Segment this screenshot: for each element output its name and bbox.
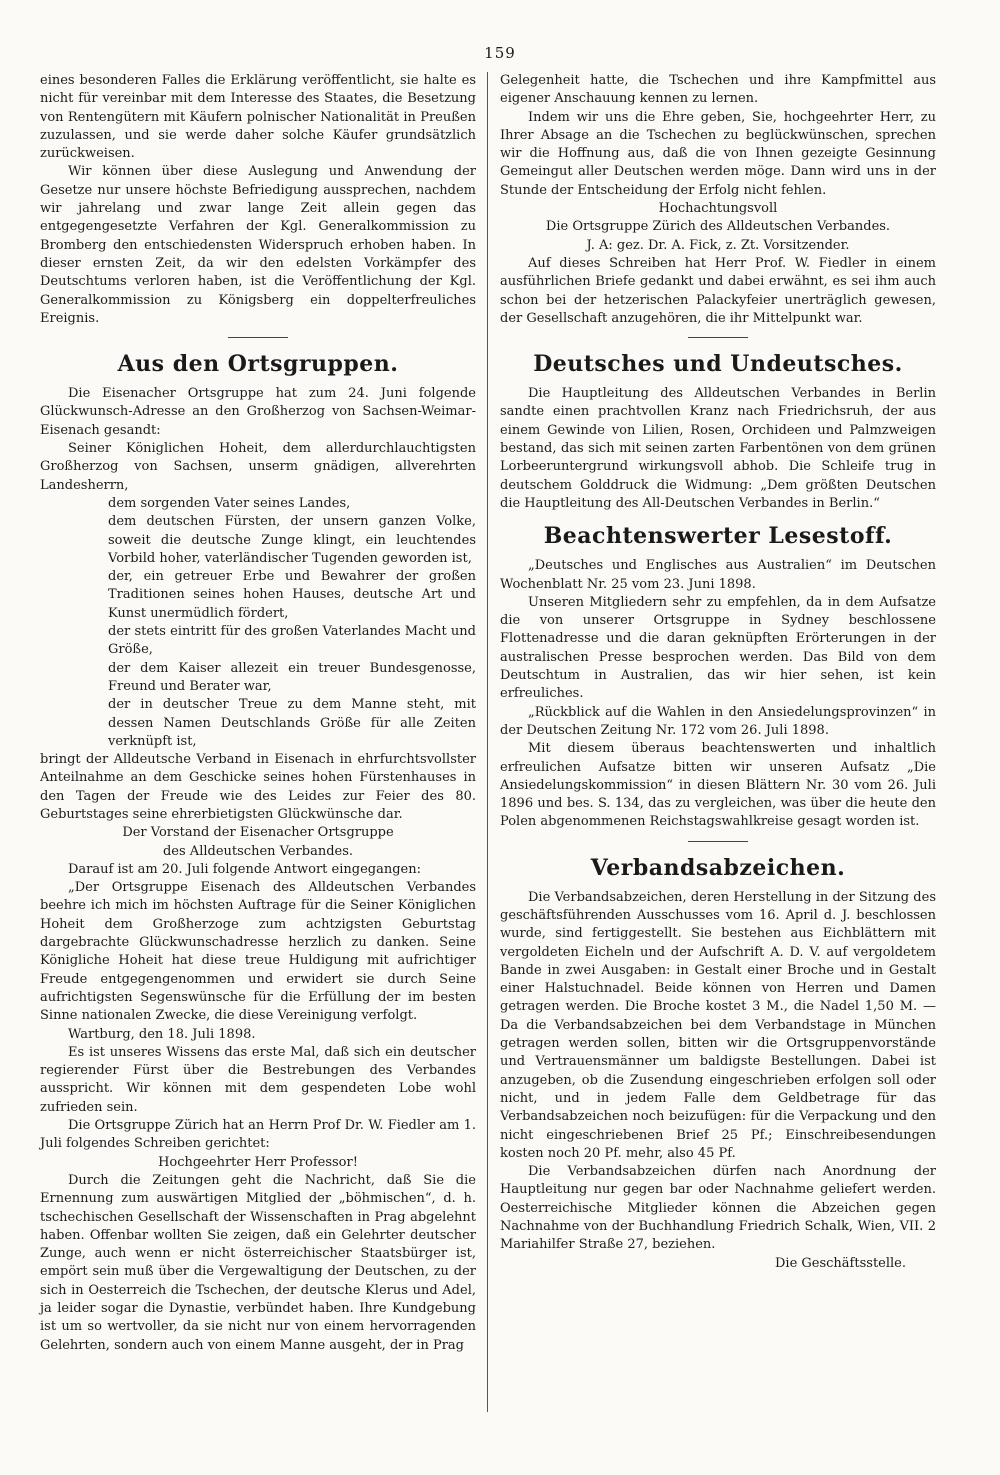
letter-signature: Die Ortsgruppe Zürich des Alldeutschen Verbandes. xyxy=(545,219,891,235)
section-heading-abzeichen: Verbandsabzeichen. xyxy=(590,854,846,881)
page-number: 159 xyxy=(484,44,516,62)
paragraph: Indem wir uns die Ehre geben, Sie, hochgeehrter Herr, zu Ihrer Absage an die Tschechen zu beglückwünschen, sprechen wir die Hoffnung aus, daß die von Ihnen gezeigte Gesinnung Gemeingut aller Deutschen werden möge. Dann wird uns in der Stunde der Entscheidung der Erfolg nicht fehlen. xyxy=(500,109,936,198)
section-separator xyxy=(688,841,748,842)
section-heading-deutsches: Deutsches und Undeutsches. xyxy=(533,351,903,378)
address-clause: dem deutschen Fürsten, der unsern ganzen Volke, soweit die deutsche Zunge klingt, ein leuchtendes Vorbild hoher, vaterländischer Tugenden geworden ist, xyxy=(108,514,476,566)
address-clause: der dem Kaiser allezeit ein treuer Bundesgenosse, Freund und Berater war, xyxy=(108,660,476,694)
signature: Die Geschäftsstelle. xyxy=(775,1255,906,1271)
reply-place-date: Wartburg, den 18. Juli 1898. xyxy=(68,1026,256,1042)
paragraph: Mit diesem überaus beachtenswerten und inhaltlich erfreulichen Aufsatze bitten wir unseren Aufsatz „Die Ansiedelungskommission“ in diesen Blättern Nr. 30 vom 26. Juli 1896 und bes. S. 134, das zu vergleichen, was über die heute den Polen abgenommenen Reichstagswahlkreise gesagt worden ist. xyxy=(500,741,936,830)
paragraph: Die Eisenacher Ortsgruppe hat zum 24. Juni folgende Glückwunsch-Adresse an den Großherzog von Sachsen-Weimar-Eisenach gesandt: xyxy=(40,386,476,438)
letter-signature: J. A: gez. Dr. A. Fick, z. Zt. Vorsitzender. xyxy=(586,237,850,253)
address-closing: bringt der Alldeutsche Verband in Eisenach in ehrfurchtsvollster Anteilnahme an dem Geschicke seines hohen Fürstenhauses in den Tagen der Freude wie des Leides zur Feier des 80. Geburtstages seine ehrerbietigsten Glückwünsche dar. xyxy=(40,752,476,822)
address-opening: Seiner Königlichen Hoheit, dem allerdurchlauchtigsten Großherzog von Sachsen, unserm gnädigen, allverehrten Landesherrn, xyxy=(40,441,476,493)
address-clause: der, ein getreuer Erbe und Bewahrer der großen Traditionen seines hohen Hauses, deutsche Art und Kunst unermüdlich fördert, xyxy=(108,569,476,621)
left-column xyxy=(40,72,476,1355)
reading-item: „Rückblick auf die Wahlen in den Ansiedelungsprovinzen“ in der Deutschen Zeitung Nr. 172 vom 26. Juli 1898. xyxy=(500,704,936,738)
address-clause: der in deutscher Treue zu dem Manne steht, mit dessen Namen Deutschlands Größe für alle Zeiten verknüpft ist, xyxy=(108,697,476,749)
paragraph: Unseren Mitgliedern sehr zu empfehlen, da in dem Aufsatze die von unserer Ortsgruppe in Sydney beschlossene Flottenadresse und die daran geknüpften Erörterungen in der australischen Presse besprochen werden. Das Bild von dem Deutschtum in Australien, das wir hier sehen, ist kein erfreuliches. xyxy=(500,594,936,702)
address-clause: dem sorgenden Vater seines Landes, xyxy=(108,495,351,511)
paragraph: Die Ortsgruppe Zürich hat an Herrn Prof Dr. W. Fiedler am 1. Juli folgendes Schreiben gerichtet: xyxy=(40,1118,476,1152)
right-column xyxy=(500,72,936,1273)
reading-item: „Deutsches und Englisches aus Australien“ im Deutschen Wochenblatt Nr. 25 vom 23. Juni 1898. xyxy=(500,558,936,592)
section-heading-ortsgruppen: Aus den Ortsgruppen. xyxy=(117,351,399,378)
letter-salutation: Hochgeehrter Herr Professor! xyxy=(158,1154,358,1170)
paragraph: Auf dieses Schreiben hat Herr Prof. W. Fiedler in einem ausführlichen Briefe gedankt und dabei erwähnt, es sei ihm auch schon bei der hetzerischen Palackyfeier unerträglich gewesen, der Gesellschaft anzugehören, die ihr Mittelpunkt war. xyxy=(500,255,936,326)
section-separator xyxy=(688,337,748,338)
paragraph: Die Verbandsabzeichen dürfen nach Anordnung der Hauptleitung nur gegen bar oder Nachnahme geliefert werden. Oesterreichische Mitglieder können die Abzeichen gegen Nachnahme von der Buchhandlung Friedrich Schalk, Wien, VII. 2 Mariahilfer Straße 27, beziehen. xyxy=(500,1164,936,1253)
paragraph: Gelegenheit hatte, die Tschechen und ihre Kampfmittel aus eigener Anschauung kennen zu lernen. xyxy=(500,73,936,107)
paragraph: Darauf ist am 20. Juli folgende Antwort eingegangen: xyxy=(68,861,421,877)
address-clause: der stets eintritt für des großen Vaterlandes Macht und Größe, xyxy=(108,624,476,658)
letter-salutation: Hochachtungsvoll xyxy=(658,201,778,217)
column-divider xyxy=(487,72,488,1412)
paragraph: Die Hauptleitung des Alldeutschen Verbandes in Berlin sandte einen prachtvollen Kranz nach Friedrichsruh, der aus einem Gewinde von Lilien, Rosen, Orchideen und Palmzweigen bestand, das sich mit seinen zarten Farbentönen von dem grünen Lorbeeruntergrund wirkungsvoll abhob. Die Schleife trug in deutschem Golddruck die Widmung: „Dem größten Deutschen die Hauptleitung des All-Deutschen Verbandes in Berlin.“ xyxy=(500,386,936,511)
paragraph: Die Verbandsabzeichen, deren Herstellung in der Sitzung des geschäftsführenden Ausschusses vom 16. April d. J. beschlossen wurde, sind fertiggestellt. Sie bestehen aus Eichblättern mit vergoldeten Eicheln und der Aufschrift A. D. V. auf vergoldetem Bande in zwei Ausgaben: in Gestalt einer Broche und in Gestalt einer Halstuchnadel. Beide können von Herren und Damen getragen werden. Die Broche kostet 3 M., die Nadel 1,50 M. — Da die Verbandsabzeichen bei dem Verbandstage in München getragen werden sollen, bitten wir die Ortsgruppenvorstände und Vertrauensmänner um baldigste Bestellungen. Dabei ist anzugeben, ob die Zusendung eingeschrieben erfolgen soll oder nicht, und in jedem Falle dem Geldbetrage für das Verbandsabzeichen noch beizufügen: für die Verpackung und den nicht eingeschriebenen Brief 25 Pf.; Einschreibesendungen kosten noch 20 Pf. mehr, also 45 Pf. xyxy=(500,889,936,1161)
paragraph: eines besonderen Falles die Erklärung veröffentlicht, sie halte es nicht für vereinbar mit dem Interesse des Staates, die Besetzung von Rentengütern mit Käufern polnischer Nationalität in Preußen zuzulassen, und sie werde daher solche Käufer grundsätzlich zurückweisen. xyxy=(40,73,476,162)
paragraph: Durch die Zeitungen geht die Nachricht, daß Sie die Ernennung zum auswärtigen Mitglied der „böhmischen“, d. h. tschechischen Gesellschaft der Wissenschaften in Prag abgelehnt haben. Offenbar wollten Sie zeigen, daß ein Gelehrter deutscher Zunge, auch wenn er nicht österreichischer Staatsbürger ist, empört sein muß über die Vergewaltigung der Deutschen, zu der sich in Oesterreich die Tschechen, der deutsche Klerus und Adel, ja leider sogar die Dynastie, verbündet haben. Ihre Kundgebung ist um so wertvoller, da sie nicht nur von einem hervorragenden Gelehrten, sondern auch von einem Manne ausgeht, der in Prag xyxy=(40,1172,476,1353)
section-separator xyxy=(228,337,288,338)
section-heading-lesestoff: Beachtenswerter Lesestoff. xyxy=(543,523,893,550)
address-signature: Der Vorstand der Eisenacher Ortsgruppe xyxy=(122,825,394,841)
paragraph: Wir können über diese Auslegung und Anwendung der Gesetze nur unsere höchste Befriedigung aussprechen, nachdem wir jahrelang und zwar lange Zeit allein gegen das entgegengesetzte Verfahren der Kgl. Generalkommission zu Bromberg den entschiedensten Widerspruch erhoben haben. In dieser ernsten Zeit, da wir den edelsten Vorkämpfer des Deutschtums verloren haben, ist die Veröffentlichung der Kgl. Generalkommission zu Königsberg ein doppelterfreuliches Ereignis. xyxy=(40,164,476,326)
address-signature: des Alldeutschen Verbandes. xyxy=(162,843,354,859)
paragraph: Es ist unseres Wissens das erste Mal, daß sich ein deutscher regierender Fürst über die Bestrebungen des Verbandes ausspricht. Wir können mit dem gespendeten Lobe wohl zufrieden sein. xyxy=(40,1044,476,1115)
reply-text: „Der Ortsgruppe Eisenach des Alldeutschen Verbandes beehre ich mich im höchsten Auftrage für die Seiner Königlichen Hoheit dem Großherzoge zum achtzigsten Geburtstag dargebrachte Glückwunschadresse herzlich zu danken. Seine Königliche Hoheit hat diese treue Huldigung mit aufrichtiger Freude entgegengenommen und erwidert sie durch Seine aufrichtigsten Segenswünsche für die Erfüllung der im besten Sinne nationalen Zwecke, die diese Vereinigung verfolgt. xyxy=(40,880,476,1024)
